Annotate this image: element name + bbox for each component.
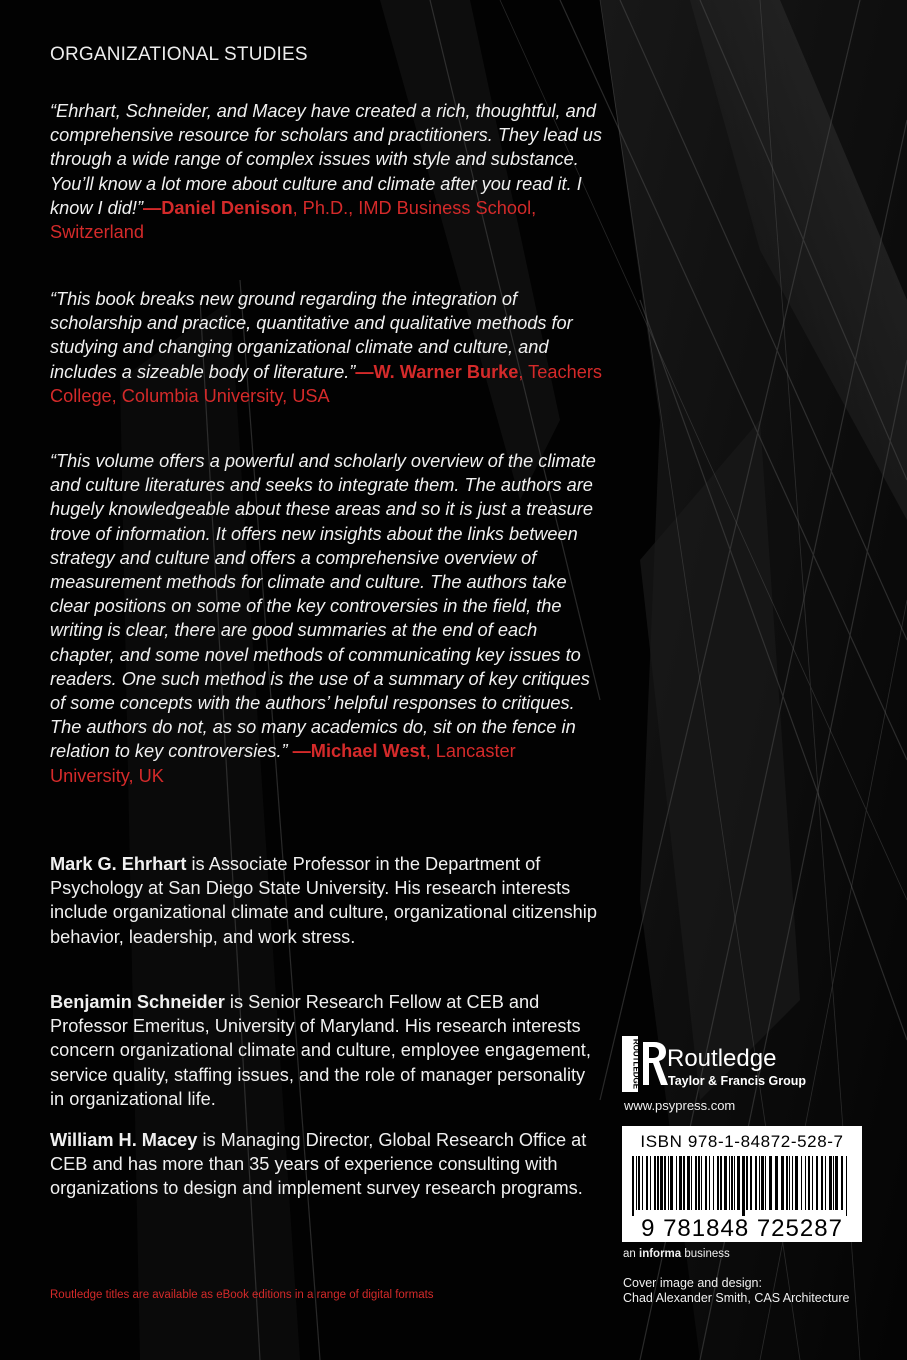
barcode-bar <box>755 1156 757 1210</box>
barcode-bar <box>805 1156 806 1210</box>
barcode-bar <box>660 1156 663 1210</box>
quote-text: “This volume offers a powerful and scholarly overview of the climate and culture literatures and seeks to integrate them. The authors are hugely knowledgeable about these areas and so it is just a treasure trove of information. It offers new insights about the links between strategy and culture and offers a comprehensive overview of measurement methods for climate and culture. The authors take clear positions on some of the key controversies in the field, the writing is clear, there are good summaries at the end of each chapter, and some novel methods of communicating key issues to readers. One such method is the use of a summary of key critiques of some concepts with the authors’ helpful responses to critiques. The authors do not, as so many academics do, sit on the fence in relation to key controversies.” <box>50 451 596 762</box>
endorsement-quote-1 <box>50 99 602 244</box>
barcode-bar <box>816 1156 818 1210</box>
author-name: William H. Macey <box>50 1130 198 1150</box>
barcode-bar <box>670 1156 673 1210</box>
series-label: ORGANIZATIONAL STUDIES <box>50 44 308 65</box>
informa-name: informa <box>639 1248 682 1260</box>
author-name: Mark G. Ehrhart <box>50 854 187 874</box>
barcode-bar <box>676 1156 677 1210</box>
barcode-bar <box>687 1156 690 1210</box>
barcode-bar <box>683 1156 685 1210</box>
logo-r-mark <box>643 1042 668 1085</box>
barcode-digits: 9 781848 725287 <box>641 1215 843 1242</box>
barcode-bar <box>833 1156 834 1210</box>
isbn-barcode <box>622 1126 862 1242</box>
barcode-bar <box>654 1156 656 1210</box>
barcode-bar <box>759 1156 760 1210</box>
barcode-bar <box>761 1156 764 1210</box>
barcode-bar <box>698 1156 700 1210</box>
routledge-logo <box>622 1036 822 1097</box>
barcode-bar <box>742 1156 745 1216</box>
barcode-bar <box>657 1156 659 1210</box>
author-bio-ehrhart <box>50 852 602 949</box>
quote-author: —Michael West <box>292 741 426 762</box>
barcode-bar <box>812 1156 813 1210</box>
author-bio-text: is Managing Director, Global Research Office at CEB and has more than 35 years of experience consulting with organizations to design and implement survey research programs. <box>50 1130 587 1199</box>
cover-credit <box>623 1276 850 1306</box>
publisher-name: Routledge <box>667 1045 777 1072</box>
barcode-bars <box>632 1156 852 1216</box>
logo-spine-text: ROUTLEDGE <box>631 1038 641 1090</box>
quote-text: “Ehrhart, Schneider, and Macey have created a rich, thoughtful, and comprehensive resource for scholars and practitioners. They lead us through a wide range of complex issues with style and substance. You’ll know a lot more about culture and climate after you read it. I know I did!” <box>50 101 602 218</box>
barcode-bar <box>720 1156 722 1210</box>
barcode-bar <box>801 1156 802 1210</box>
quote-author: —Daniel Denison <box>143 197 293 218</box>
cover-credit-line1: Cover image and design: <box>623 1276 762 1290</box>
publisher-group: Taylor & Francis Group <box>668 1074 806 1088</box>
barcode-bar <box>841 1156 843 1210</box>
informa-prefix: an <box>623 1248 639 1260</box>
barcode-bar <box>636 1156 637 1210</box>
barcode-bar <box>695 1156 697 1210</box>
barcode-bar <box>734 1156 735 1210</box>
barcode-bar <box>668 1156 669 1210</box>
barcode-bar <box>821 1156 823 1210</box>
barcode-bar <box>737 1156 740 1210</box>
barcode-bar <box>701 1156 702 1210</box>
barcode-bar <box>713 1156 714 1210</box>
barcode-bar <box>746 1156 748 1210</box>
barcode-bar <box>775 1156 778 1210</box>
ebook-note: Routledge titles are available as eBook editions in a range of digital formats <box>50 1289 434 1301</box>
author-bio-macey <box>50 1128 602 1201</box>
barcode-bar <box>632 1156 634 1216</box>
barcode-bar <box>650 1156 651 1210</box>
barcode-bar <box>717 1156 719 1210</box>
isbn-label: ISBN 978-1-84872-528-7 <box>640 1132 844 1151</box>
barcode-bar <box>846 1156 847 1216</box>
barcode-bar <box>642 1156 643 1210</box>
barcode-bar <box>705 1156 707 1210</box>
barcode-bar <box>638 1156 640 1210</box>
barcode-bar <box>765 1156 766 1210</box>
endorsement-quote-3 <box>50 449 602 788</box>
barcode-bar <box>724 1156 727 1210</box>
publisher-url: www.psypress.com <box>624 1098 736 1113</box>
barcode-bar <box>835 1156 838 1210</box>
quote-author: —W. Warner Burke <box>355 361 519 382</box>
barcode-bar <box>769 1156 772 1210</box>
informa-suffix: business <box>681 1248 730 1260</box>
barcode-bar <box>646 1156 648 1210</box>
quote-text: “This book breaks new ground regarding the integration of scholarship and practice, quantitative and qualitative methods for studying and changing organizational climate and culture, and includes a sizeable body of literature.” <box>50 289 573 382</box>
barcode-bar <box>825 1156 826 1210</box>
quote-affiliation: , Ph.D., IMD Business School, Switzerland <box>50 197 537 243</box>
author-bio-text: is Associate Professor in the Department of Psychology at San Diego State University. His research interests include organizational climate and culture, organizational citizenship behavior, leadership, and work stress. <box>50 854 597 947</box>
barcode-bar <box>664 1156 666 1210</box>
barcode-bar <box>786 1156 788 1210</box>
barcode-bar <box>789 1156 790 1210</box>
barcode-bar <box>750 1156 752 1210</box>
quote-affiliation: , Lancaster University, UK <box>50 741 516 786</box>
barcode-bar <box>781 1156 784 1210</box>
endorsement-quote-2 <box>50 287 602 408</box>
quote-affiliation: , Teachers College, Columbia University, USA <box>50 361 602 406</box>
barcode-bar <box>691 1156 692 1210</box>
cover-credit-line2: Chad Alexander Smith, CAS Architecture <box>623 1291 850 1305</box>
barcode-bar <box>731 1156 733 1210</box>
barcode-bar <box>792 1156 793 1210</box>
barcode-bar <box>729 1156 730 1210</box>
barcode-bar <box>679 1156 682 1210</box>
barcode-bar <box>709 1156 710 1210</box>
barcode-bar <box>795 1156 798 1210</box>
author-name: Benjamin Schneider <box>50 992 225 1012</box>
barcode-bar <box>829 1156 832 1210</box>
author-bio-text: is Senior Research Fellow at CEB and Professor Emeritus, University of Maryland. His research interests concern organizational climate and culture, employee engagement, service quality, staffing issues, and the role of manager personality in organizational life. <box>50 992 591 1109</box>
barcode-bar <box>808 1156 810 1210</box>
author-bio-schneider <box>50 990 602 1111</box>
informa-business <box>623 1248 730 1260</box>
